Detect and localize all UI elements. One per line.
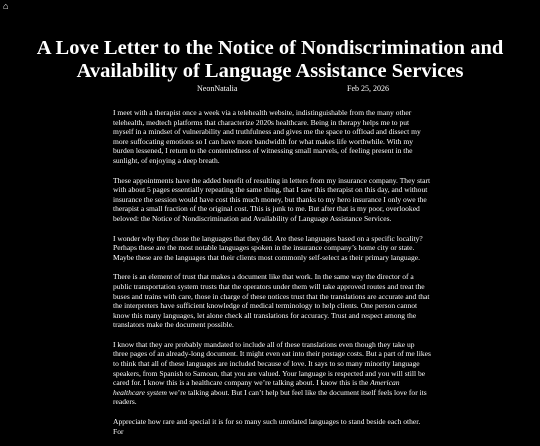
article-title: A Love Letter to the Notice of Nondiscrimination and Availability of Language Assistance Services [36,37,504,82]
home-icon[interactable]: ⌂ [3,1,9,11]
article-meta [0,84,540,94]
paragraph: I wonder why they chose the languages that they did. Are these languages based on a specific locality? Perhaps these are the most notable languages spoken in the insurance company’s home city or state. Maybe these are the languages that their clients most commonly self-select as their primary language. [113,233,423,262]
paragraph: These appointments have the added benefit of resulting in letters from my insurance company. They start with about 5 pages essentially repeating the same thing, that I saw this therapist on this day, and without insurance the session would have cost this much money, but thanks to my hero insurance I only owe the therapist a small fraction of the original cost. This is junk to me. But after that is my poor, overlooked beloved: the Notice of Nondiscrimination and Availability of Language Assistance Services. [113,175,431,223]
paragraph: There is an element of trust that makes a document like that work. In the same way the director of a public transportation system trusts that the operators under them will take approved routes and treat the buses and trains with care, those in charge of these notices trust that the translations are accurate and that the interpreters have sufficient knowledge of medical terminology to help clients. One person cannot know this many languages, let alone check all translations for accuracy. Trust and respect among the translators make the document possible. [113,272,430,330]
paragraph: Appreciate how rare and special it is for so many such unrelated languages to stand beside each other. For [113,417,421,436]
paragraph [113,340,431,407]
paragraph-text: I know that they are probably mandated to include all of these translations even though they take up three pages of an already-long document. It might even eat into their postage costs. But a part of me likes to think that all of these languages are included because of love. It says to so many minority language speakers, from Spanish to Samoan, that you are valued. Your language is respected and you will still be cared for. I know this is a healthcare company we’re talking about. I know this is the [113,339,431,388]
paragraph: I meet with a therapist once a week via a telehealth website, indistinguishable from the many other telehealth, medtech platforms that characterize 2020s healthcare. Being in therapy helps me to put myself in a mindset of vulnerability and truthfulness and gives me the space to offload and dissect my more suffocating emotions so I can have more bandwidth for what makes life worthwhile. With my burden lessened, I return to the contentedness of witnessing small marvels, of feeling present in the sunlight, of enjoying a deep breath. [113,108,421,165]
emphasis-text: American healthcare system [113,378,400,397]
author-name: NeonNatalia [197,84,238,93]
article-body [113,108,431,446]
publish-date: Feb 25, 2026 [347,84,389,93]
paragraph-text: we’re talking about. But I can’t help but feel like the document itself feels love for its readers. [113,387,427,407]
